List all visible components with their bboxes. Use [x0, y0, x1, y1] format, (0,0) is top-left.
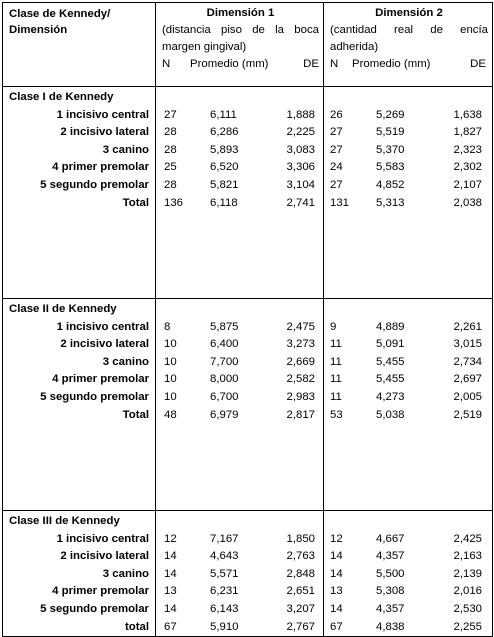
mean-value: 6,520 — [210, 161, 239, 174]
row-label: 3 canino — [102, 143, 149, 156]
sd-value: 2,817 — [286, 408, 315, 421]
header-row — [3, 3, 493, 87]
spacer — [156, 89, 323, 107]
data-row — [324, 336, 492, 354]
sd-value: 2,475 — [286, 320, 315, 333]
n-value: 12 — [164, 532, 177, 545]
sd-value: 2,163 — [453, 550, 482, 563]
n-value: 26 — [330, 108, 343, 121]
sd-value: 1,888 — [286, 108, 315, 121]
mean-value: 4,273 — [376, 390, 405, 403]
data-row — [156, 124, 323, 142]
n-value: 14 — [330, 550, 343, 563]
mean-value: 5,455 — [376, 373, 405, 386]
sd-value: 2,425 — [453, 532, 482, 545]
data-row — [324, 371, 492, 389]
corner-header-line1: Clase de Kennedy/ — [9, 8, 111, 20]
mean-value: 5,370 — [376, 143, 405, 156]
group-row-clase-iii — [3, 511, 493, 637]
sd-value: 2,651 — [286, 585, 315, 598]
mean-value: 5,571 — [210, 567, 239, 580]
data-row — [324, 177, 492, 195]
row-label: 2 incisivo lateral — [60, 338, 149, 351]
dim2-col-mean: Promedio (mm) — [352, 58, 431, 70]
mean-value: 8,000 — [210, 373, 239, 386]
dim1-title: Dimensión 1 — [206, 7, 275, 19]
dim2-desc-line1: (cantidad real de encía — [330, 24, 488, 36]
dim1-col-n: N — [162, 58, 171, 70]
n-value: 11 — [330, 338, 342, 351]
kennedy-table — [2, 2, 493, 637]
n-value: 10 — [164, 390, 177, 403]
n-value: 10 — [164, 355, 177, 368]
mean-value: 6,700 — [210, 390, 239, 403]
mean-value: 5,091 — [376, 338, 405, 351]
row-label: 1 incisivo central — [56, 320, 149, 333]
group-title: Clase I de Kennedy — [9, 91, 114, 103]
n-value: 10 — [164, 338, 177, 351]
n-value: 14 — [330, 602, 343, 615]
sd-value: 3,015 — [453, 338, 482, 351]
sd-value: 2,741 — [286, 196, 315, 209]
dim2-data-cell — [324, 511, 493, 637]
n-value: 27 — [330, 126, 343, 139]
group-title: Clase III de Kennedy — [9, 515, 120, 527]
dim1-header-cell — [156, 3, 324, 87]
sd-value: 2,225 — [286, 126, 315, 139]
dim1-desc-line1: (distancia piso de la boca — [162, 24, 319, 36]
sd-value: 2,107 — [453, 178, 482, 191]
n-value: 131 — [330, 196, 350, 209]
dim1-column-headers — [162, 56, 319, 73]
data-row — [156, 195, 323, 213]
data-row — [156, 107, 323, 125]
sd-value: 2,261 — [453, 320, 482, 333]
n-value: 8 — [164, 320, 171, 333]
data-row — [324, 319, 492, 337]
dim1-col-mean: Promedio (mm) — [190, 58, 269, 70]
mean-value: 6,143 — [210, 602, 239, 615]
n-value: 11 — [330, 355, 342, 368]
sd-value: 2,255 — [453, 620, 482, 633]
data-row — [156, 336, 323, 354]
row-label: 5 segundo premolar — [40, 178, 149, 191]
data-row — [324, 548, 492, 566]
n-value: 11 — [330, 390, 342, 403]
sd-value: 2,697 — [453, 373, 482, 386]
data-row — [156, 159, 323, 177]
n-value: 27 — [164, 108, 177, 121]
sd-value: 2,038 — [453, 196, 482, 209]
n-value: 28 — [164, 143, 177, 156]
n-value: 48 — [164, 408, 177, 421]
dim2-data-cell — [324, 87, 493, 299]
data-row — [324, 107, 492, 125]
n-value: 25 — [164, 161, 177, 174]
dim1-data-cell — [156, 87, 324, 299]
mean-value: 6,231 — [210, 585, 239, 598]
row-label: 4 primer premolar — [52, 585, 149, 598]
mean-value: 4,357 — [376, 550, 405, 563]
row-label: 5 segundo premolar — [40, 602, 149, 615]
data-row — [156, 548, 323, 566]
mean-value: 6,979 — [210, 408, 239, 421]
data-row — [156, 142, 323, 160]
row-label: 5 segundo premolar — [40, 390, 149, 403]
n-value: 10 — [164, 373, 177, 386]
sd-value: 1,827 — [453, 126, 482, 139]
mean-value: 5,308 — [376, 585, 405, 598]
data-row — [324, 566, 492, 584]
data-row — [156, 583, 323, 601]
sd-value: 1,638 — [453, 108, 482, 121]
group-title: Clase II de Kennedy — [9, 303, 117, 315]
data-row — [156, 531, 323, 549]
n-value: 67 — [164, 620, 177, 633]
sd-value: 3,083 — [286, 143, 315, 156]
n-value: 14 — [330, 567, 343, 580]
spacer — [324, 89, 492, 107]
data-row — [324, 142, 492, 160]
spacer — [156, 301, 323, 319]
mean-value: 5,821 — [210, 178, 239, 191]
mean-value: 6,111 — [210, 108, 237, 121]
sd-value: 1,850 — [286, 532, 315, 545]
dim2-desc-line2: adherida) — [330, 41, 379, 53]
data-row — [156, 319, 323, 337]
sd-value: 3,306 — [286, 161, 315, 174]
data-row — [324, 195, 492, 213]
data-row — [324, 601, 492, 619]
data-row — [156, 601, 323, 619]
n-value: 28 — [164, 178, 177, 191]
row-label: 2 incisivo lateral — [60, 126, 149, 139]
sd-value: 2,669 — [286, 355, 315, 368]
group-label-cell — [3, 511, 156, 637]
sd-value: 2,734 — [453, 355, 482, 368]
n-value: 28 — [164, 126, 177, 139]
row-label: 2 incisivo lateral — [60, 550, 149, 563]
data-row — [324, 583, 492, 601]
n-value: 13 — [330, 585, 343, 598]
data-row — [156, 177, 323, 195]
mean-value: 5,038 — [376, 408, 405, 421]
dim1-col-sd: DE — [303, 58, 319, 70]
sd-value: 2,848 — [286, 567, 315, 580]
dim2-data-cell — [324, 299, 493, 511]
row-label: 1 incisivo central — [56, 108, 149, 121]
sd-value: 2,983 — [286, 390, 315, 403]
dim2-title: Dimensión 2 — [375, 7, 443, 19]
data-row — [324, 159, 492, 177]
n-value: 27 — [330, 178, 343, 191]
n-value: 14 — [164, 567, 177, 580]
corner-header-line2: Dimensión — [9, 24, 68, 36]
spacer — [324, 513, 492, 531]
row-label: total — [124, 620, 149, 633]
data-row — [324, 407, 492, 425]
data-row — [324, 354, 492, 372]
mean-value: 5,875 — [210, 320, 239, 333]
data-row — [156, 389, 323, 407]
n-value: 27 — [330, 143, 343, 156]
n-value: 24 — [330, 161, 343, 174]
group-row-clase-ii — [3, 299, 493, 511]
n-value: 12 — [330, 532, 343, 545]
row-label: 1 incisivo central — [56, 532, 149, 545]
group-label-cell — [3, 87, 156, 299]
mean-value: 5,893 — [210, 143, 239, 156]
dim1-desc-line2: margen gingival) — [162, 41, 247, 53]
dim2-col-n: N — [330, 58, 339, 70]
row-label: 4 primer premolar — [52, 161, 149, 174]
mean-value: 7,167 — [210, 532, 239, 545]
n-value: 11 — [330, 373, 342, 386]
mean-value: 6,286 — [210, 126, 239, 139]
group-label-cell — [3, 299, 156, 511]
sd-value: 2,005 — [453, 390, 482, 403]
data-row — [324, 531, 492, 549]
dim1-data-cell — [156, 299, 324, 511]
data-row — [156, 354, 323, 372]
n-value: 67 — [330, 620, 343, 633]
mean-value: 6,400 — [210, 338, 239, 351]
mean-value: 5,455 — [376, 355, 405, 368]
n-value: 14 — [164, 602, 177, 615]
sd-value: 2,582 — [286, 373, 315, 386]
mean-value: 5,269 — [376, 108, 405, 121]
sd-value: 2,139 — [453, 567, 482, 580]
dim2-header-cell — [324, 3, 493, 87]
sd-value: 2,016 — [453, 585, 482, 598]
sd-value: 2,302 — [453, 161, 482, 174]
mean-value: 4,357 — [376, 602, 405, 615]
mean-value: 4,667 — [376, 532, 405, 545]
row-label: 4 primer premolar — [52, 373, 149, 386]
spacer — [324, 301, 492, 319]
data-row — [156, 407, 323, 425]
mean-value: 5,910 — [210, 620, 239, 633]
dim1-data-cell — [156, 511, 324, 637]
sd-value: 2,323 — [453, 143, 482, 156]
mean-value: 5,500 — [376, 567, 405, 580]
n-value: 14 — [164, 550, 177, 563]
row-label: Total — [122, 196, 149, 209]
corner-header-cell — [3, 3, 156, 87]
sd-value: 2,519 — [453, 408, 482, 421]
mean-value: 6,118 — [210, 196, 238, 209]
row-label: 3 canino — [102, 355, 149, 368]
sd-value: 2,763 — [286, 550, 315, 563]
data-row — [324, 124, 492, 142]
data-row — [156, 371, 323, 389]
mean-value: 4,889 — [376, 320, 405, 333]
sd-value: 3,273 — [286, 338, 315, 351]
sd-value: 2,530 — [453, 602, 482, 615]
mean-value: 5,583 — [376, 161, 405, 174]
n-value: 136 — [164, 196, 184, 209]
spacer — [156, 513, 323, 531]
mean-value: 7,700 — [210, 355, 239, 368]
dim2-col-sd: DE — [470, 58, 486, 70]
data-row — [156, 566, 323, 584]
n-value: 13 — [164, 585, 177, 598]
sd-value: 2,767 — [286, 620, 315, 633]
group-row-clase-i — [3, 87, 493, 299]
row-label: 3 canino — [102, 567, 149, 580]
n-value: 9 — [330, 320, 337, 333]
n-value: 53 — [330, 408, 343, 421]
sd-value: 3,207 — [286, 602, 315, 615]
mean-value: 4,643 — [210, 550, 239, 563]
mean-value: 5,313 — [376, 196, 405, 209]
mean-value: 4,838 — [376, 620, 405, 633]
mean-value: 5,519 — [376, 126, 405, 139]
mean-value: 4,852 — [376, 178, 405, 191]
dim2-column-headers — [330, 56, 488, 73]
row-label: Total — [122, 408, 149, 421]
sd-value: 3,104 — [286, 178, 315, 191]
data-row — [324, 389, 492, 407]
